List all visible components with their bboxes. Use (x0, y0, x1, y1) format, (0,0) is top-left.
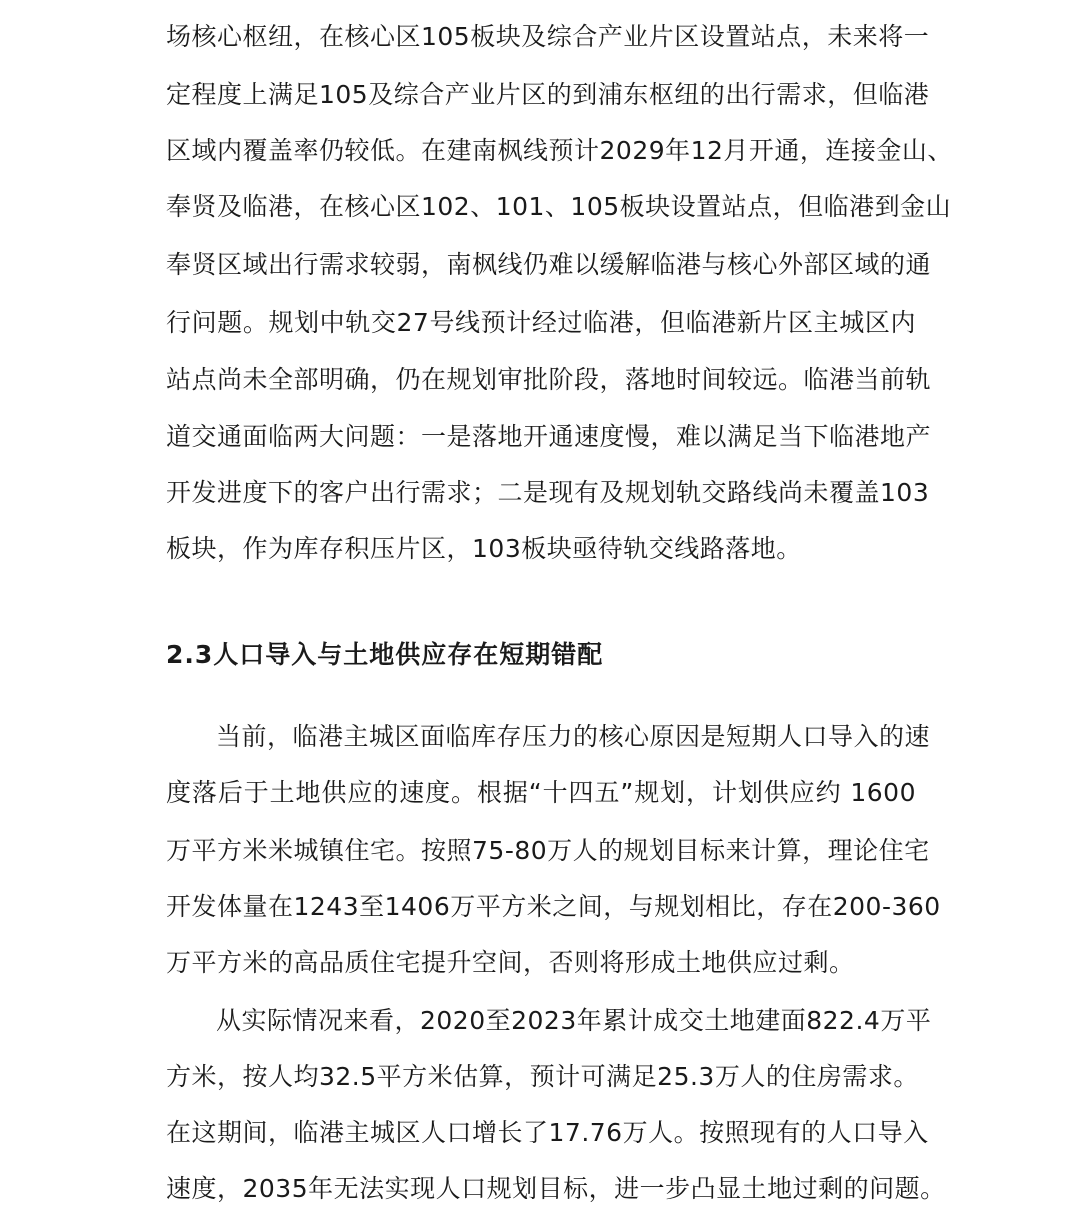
paragraph-line: 道交通面临两大问题：一是落地开通速度慢，难以满足当下临港地产 (166, 422, 932, 451)
paragraph-line: 定程度上满足105及综合产业片区的到浦东枢纽的出行需求，但临港 (166, 80, 930, 109)
paragraph-line: 开发体量在1243至1406万平方米之间，与规划相比，存在200-360 (166, 892, 941, 921)
paragraph-line: 场核心枢纽，在核心区105板块及综合产业片区设置站点，未来将一 (166, 22, 930, 51)
section-heading: 2.3人口导入与土地供应存在短期错配 (166, 640, 604, 669)
paragraph-line: 万平方米的高品质住宅提升空间，否则将形成土地供应过剩。 (166, 948, 855, 977)
paragraph-line: 板块，作为库存积压片区，103板块亟待轨交线路落地。 (166, 534, 802, 563)
paragraph-line: 速度，2035年无法实现人口规划目标，进一步凸显土地过剩的问题。 (166, 1174, 946, 1203)
paragraph-line: 行问题。规划中轨交27号线预计经过临港，但临港新片区主城区内 (166, 308, 916, 337)
paragraph-line: 奉贤及临港，在核心区102、101、105板块设置站点，但临港到金山 (166, 192, 952, 221)
paragraph-line: 当前，临港主城区面临库存压力的核心原因是短期人口导入的速 (216, 722, 931, 751)
paragraph-line: 区域内覆盖率仍较低。在建南枫线预计2029年12月开通，连接金山、 (166, 136, 953, 165)
paragraph-line: 方米，按人均32.5平方米估算，预计可满足25.3万人的住房需求。 (166, 1062, 919, 1091)
paragraph-line: 从实际情况来看，2020至2023年累计成交土地建面822.4万平 (216, 1006, 932, 1035)
paragraph-line: 奉贤区域出行需求较弱，南枫线仍难以缓解临港与核心外部区域的通 (166, 250, 932, 279)
paragraph-line: 度落后于土地供应的速度。根据“十四五”规划，计划供应约 1600 (166, 778, 916, 807)
paragraph-line: 站点尚未全部明确，仍在规划审批阶段，落地时间较远。临港当前轨 (166, 365, 932, 394)
paragraph-line: 在这期间，临港主城区人口增长了17.76万人。按照现有的人口导入 (166, 1118, 929, 1147)
paragraph-line: 开发进度下的客户出行需求；二是现有及规划轨交路线尚未覆盖103 (166, 478, 930, 507)
paragraph-line: 万平方米米城镇住宅。按照75-80万人的规划目标来计算，理论住宅 (166, 836, 930, 865)
